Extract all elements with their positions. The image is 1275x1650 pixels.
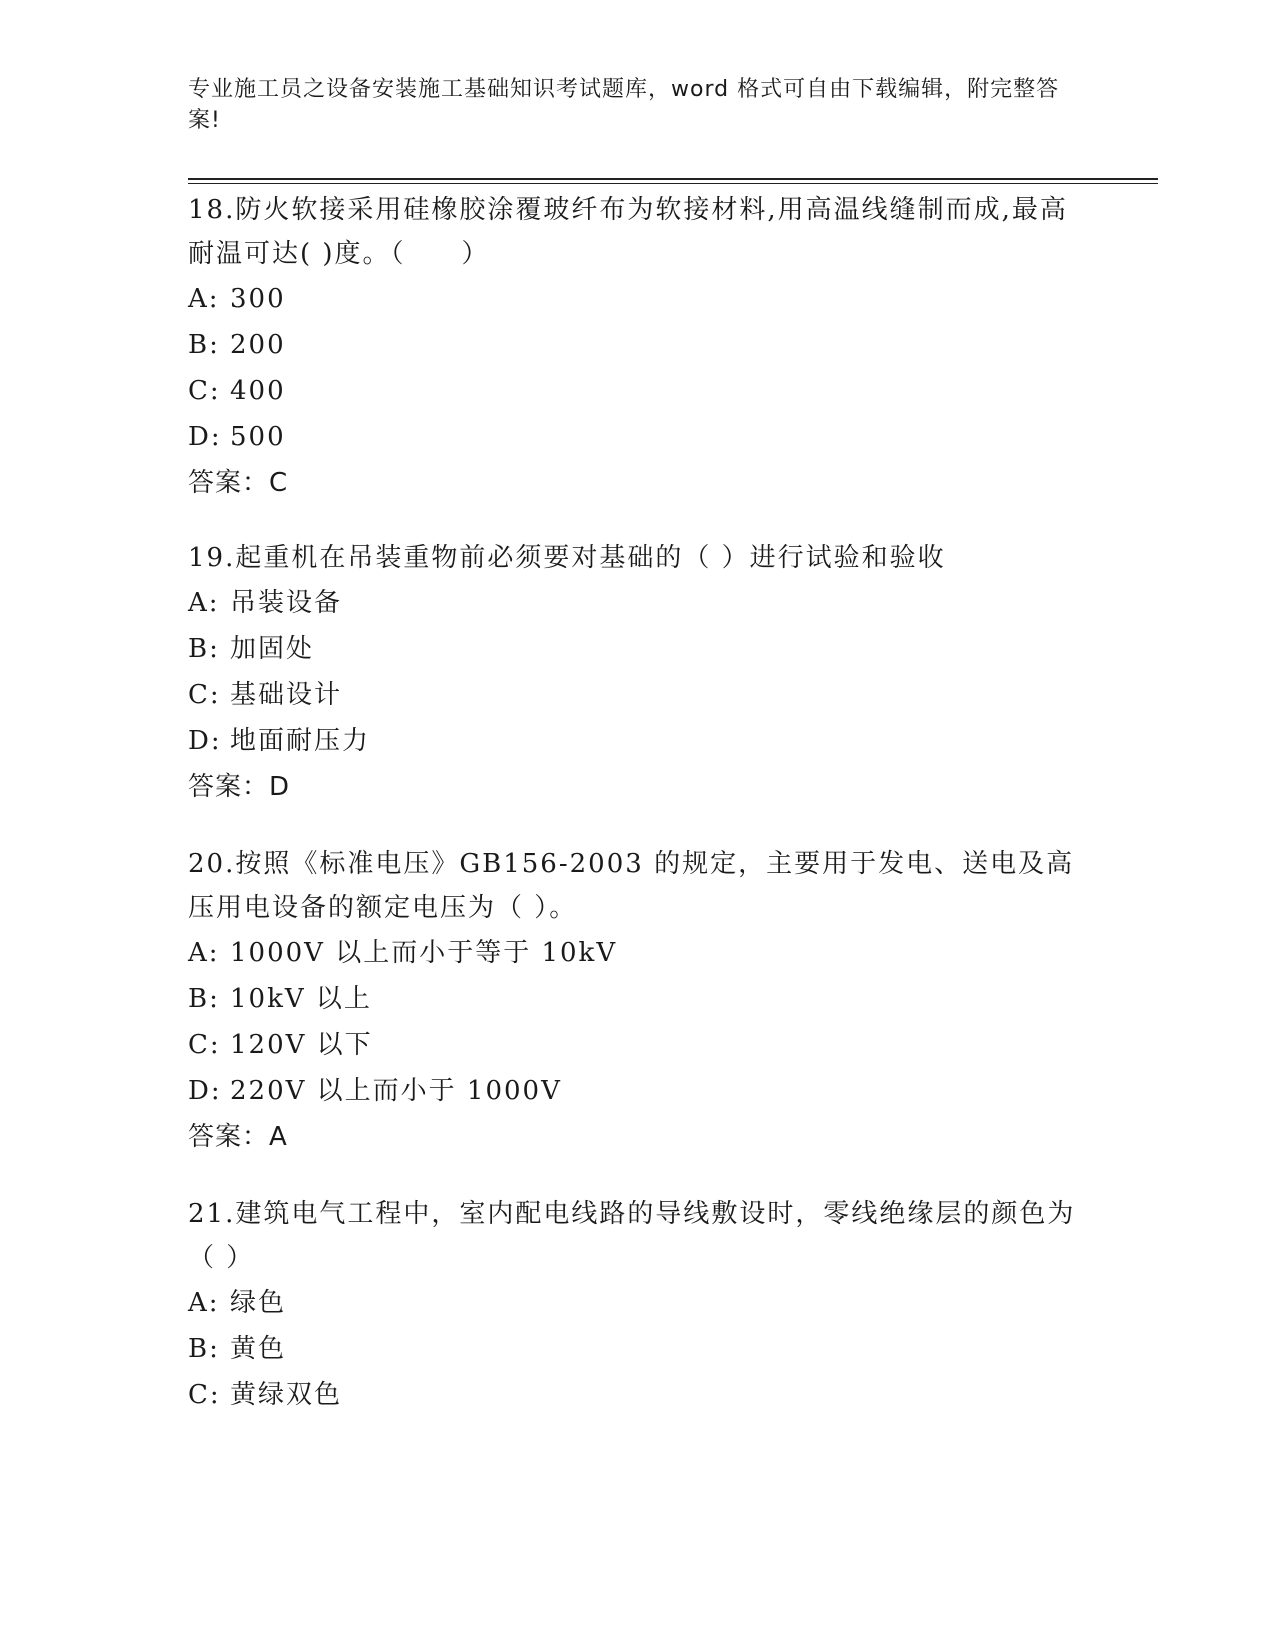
question-stem: 21.建筑电气工程中，室内配电线路的导线敷设时，零线绝缘层的颜色为（ ） — [188, 1199, 1076, 1273]
question-20 — [188, 842, 1088, 1160]
option-key: D: — [188, 1076, 222, 1106]
option-key: A: — [188, 1288, 220, 1318]
question-stem: 19.起重机在吊装重物前必须要对基础的（ ）进行试验和验收 — [188, 543, 946, 573]
option-key: B: — [188, 330, 220, 360]
question-19 — [188, 536, 1088, 810]
header-divider-thin — [188, 183, 1158, 184]
question-21 — [188, 1192, 1088, 1418]
option-d — [188, 1068, 1088, 1114]
question-18 — [188, 188, 1088, 506]
option-key: B: — [188, 1334, 220, 1364]
option-key: A: — [188, 938, 220, 968]
option-text: 黄绿双色 — [230, 1380, 343, 1410]
option-text: 加固处 — [230, 634, 315, 664]
question-stem: 20.按照《标准电压》GB156-2003 的规定，主要用于发电、送电及高压用电设备的额定电压为（ ）。 — [188, 849, 1075, 923]
option-key: D: — [188, 422, 222, 452]
option-b — [188, 626, 1088, 672]
option-key: C: — [188, 1380, 221, 1410]
option-text: 220V 以上而小于 1000V — [230, 1076, 562, 1106]
option-c — [188, 1022, 1088, 1068]
option-key: D: — [188, 726, 222, 756]
option-c — [188, 1372, 1088, 1418]
option-a — [188, 1280, 1088, 1326]
option-key: A: — [188, 588, 220, 618]
option-d — [188, 718, 1088, 764]
option-text: 400 — [230, 376, 286, 406]
option-b — [188, 322, 1088, 368]
option-a — [188, 580, 1088, 626]
option-c — [188, 672, 1088, 718]
option-text: 10kV 以上 — [230, 984, 372, 1014]
document-header-description: 专业施工员之设备安装施工基础知识考试题库，word 格式可自由下载编辑，附完整答案! — [188, 77, 1060, 133]
answer-line: 答案：C — [188, 468, 289, 498]
option-b — [188, 1326, 1088, 1372]
option-text: 吊装设备 — [230, 588, 343, 618]
option-a — [188, 276, 1088, 322]
option-key: B: — [188, 634, 220, 664]
option-text: 地面耐压力 — [230, 726, 371, 756]
option-text: 1000V 以上而小于等于 10kV — [230, 938, 618, 968]
option-key: C: — [188, 1030, 221, 1060]
answer-line: 答案：D — [188, 772, 291, 802]
option-d — [188, 414, 1088, 460]
answer-line: 答案：A — [188, 1122, 288, 1152]
option-text: 黄色 — [230, 1334, 287, 1364]
option-c — [188, 368, 1088, 414]
option-key: A: — [188, 284, 220, 314]
header-divider-thick — [188, 178, 1158, 180]
option-b — [188, 976, 1088, 1022]
option-key: C: — [188, 680, 221, 710]
option-key: B: — [188, 984, 220, 1014]
question-stem: 18.防火软接采用硅橡胶涂覆玻纤布为软接材料,用高温线缝制而成,最高耐温可达( )度。（ ） — [188, 195, 1068, 269]
option-a — [188, 930, 1088, 976]
option-text: 120V 以下 — [230, 1030, 373, 1060]
option-text: 绿色 — [230, 1288, 287, 1318]
option-key: C: — [188, 376, 221, 406]
option-text: 500 — [230, 422, 286, 452]
option-text: 基础设计 — [230, 680, 343, 710]
option-text: 300 — [230, 284, 286, 314]
option-text: 200 — [230, 330, 286, 360]
